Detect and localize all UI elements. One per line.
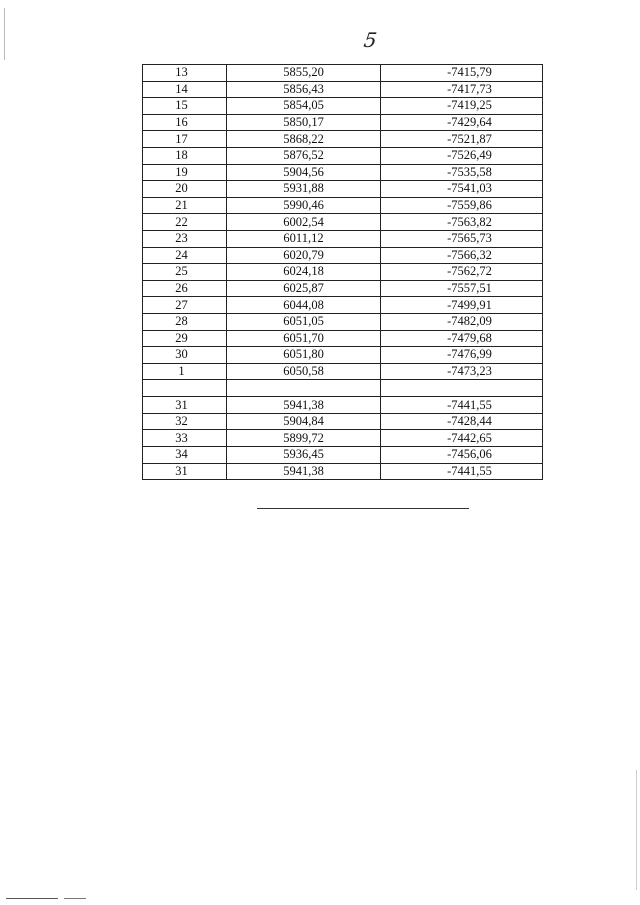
y-coordinate-cell: -7482,09 (381, 313, 543, 330)
point-number-cell: 23 (143, 230, 227, 247)
table-row (143, 380, 543, 397)
table-row (143, 98, 543, 115)
y-coordinate-cell: -7526,49 (381, 147, 543, 164)
point-number-cell: 15 (143, 98, 227, 115)
point-number-cell: 20 (143, 181, 227, 198)
x-coordinate-cell: 6051,05 (227, 313, 381, 330)
coordinates-table (142, 64, 543, 480)
x-coordinate-cell: 5936,45 (227, 447, 381, 464)
point-number-cell: 13 (143, 65, 227, 82)
x-coordinate-cell: 6051,70 (227, 330, 381, 347)
x-coordinate-cell: 5856,43 (227, 81, 381, 98)
table-row (143, 131, 543, 148)
x-coordinate-cell: 5941,38 (227, 463, 381, 480)
table-row (143, 181, 543, 198)
x-coordinate-cell: 5990,46 (227, 197, 381, 214)
table-row (143, 81, 543, 98)
point-number-cell: 22 (143, 214, 227, 231)
x-coordinate-cell: 5850,17 (227, 114, 381, 131)
x-coordinate-cell: 5941,38 (227, 397, 381, 414)
point-number-cell (143, 380, 227, 397)
x-coordinate-cell: 5899,72 (227, 430, 381, 447)
x-coordinate-cell: 5904,84 (227, 413, 381, 430)
x-coordinate-cell: 6020,79 (227, 247, 381, 264)
y-coordinate-cell: -7428,44 (381, 413, 543, 430)
point-number-cell: 26 (143, 280, 227, 297)
y-coordinate-cell: -7476,99 (381, 347, 543, 364)
x-coordinate-cell: 6024,18 (227, 264, 381, 281)
y-coordinate-cell: -7417,73 (381, 81, 543, 98)
point-number-cell: 29 (143, 330, 227, 347)
point-number-cell: 14 (143, 81, 227, 98)
point-number-cell: 17 (143, 131, 227, 148)
point-number-cell: 16 (143, 114, 227, 131)
y-coordinate-cell: -7429,64 (381, 114, 543, 131)
x-coordinate-cell: 5876,52 (227, 147, 381, 164)
table-row (143, 280, 543, 297)
point-number-cell: 28 (143, 313, 227, 330)
table-row (143, 197, 543, 214)
y-coordinate-cell: -7415,79 (381, 65, 543, 82)
table-row (143, 347, 543, 364)
x-coordinate-cell: 6025,87 (227, 280, 381, 297)
y-coordinate-cell: -7441,55 (381, 463, 543, 480)
table-row (143, 65, 543, 82)
point-number-cell: 27 (143, 297, 227, 314)
y-coordinate-cell: -7479,68 (381, 330, 543, 347)
table-row (143, 247, 543, 264)
table-row (143, 413, 543, 430)
coordinates-table-body (143, 65, 543, 480)
y-coordinate-cell: -7521,87 (381, 131, 543, 148)
y-coordinate-cell (381, 380, 543, 397)
x-coordinate-cell: 5931,88 (227, 181, 381, 198)
x-coordinate-cell: 6002,54 (227, 214, 381, 231)
table-row (143, 214, 543, 231)
table-row (143, 147, 543, 164)
point-number-cell: 1 (143, 363, 227, 380)
table-row (143, 463, 543, 480)
y-coordinate-cell: -7563,82 (381, 214, 543, 231)
table-row (143, 447, 543, 464)
point-number-cell: 25 (143, 264, 227, 281)
table-row (143, 397, 543, 414)
table-row (143, 297, 543, 314)
x-coordinate-cell: 6050,58 (227, 363, 381, 380)
page-number: 5 (362, 28, 379, 52)
table-row (143, 363, 543, 380)
point-number-cell: 31 (143, 397, 227, 414)
x-coordinate-cell: 6044,08 (227, 297, 381, 314)
table-row (143, 230, 543, 247)
point-number-cell: 24 (143, 247, 227, 264)
y-coordinate-cell: -7562,72 (381, 264, 543, 281)
y-coordinate-cell: -7557,51 (381, 280, 543, 297)
scan-mark (636, 770, 637, 890)
y-coordinate-cell: -7456,06 (381, 447, 543, 464)
scan-mark (64, 898, 86, 899)
point-number-cell: 19 (143, 164, 227, 181)
scan-mark (6, 898, 58, 899)
table-row (143, 330, 543, 347)
table-row (143, 264, 543, 281)
table-row (143, 164, 543, 181)
y-coordinate-cell: -7419,25 (381, 98, 543, 115)
x-coordinate-cell: 5904,56 (227, 164, 381, 181)
point-number-cell: 34 (143, 447, 227, 464)
x-coordinate-cell (227, 380, 381, 397)
scan-mark (4, 8, 5, 60)
point-number-cell: 18 (143, 147, 227, 164)
y-coordinate-cell: -7499,91 (381, 297, 543, 314)
point-number-cell: 31 (143, 463, 227, 480)
y-coordinate-cell: -7535,58 (381, 164, 543, 181)
end-of-table-rule (257, 508, 469, 509)
y-coordinate-cell: -7559,86 (381, 197, 543, 214)
point-number-cell: 21 (143, 197, 227, 214)
point-number-cell: 33 (143, 430, 227, 447)
y-coordinate-cell: -7442,65 (381, 430, 543, 447)
x-coordinate-cell: 5855,20 (227, 65, 381, 82)
x-coordinate-cell: 6011,12 (227, 230, 381, 247)
y-coordinate-cell: -7566,32 (381, 247, 543, 264)
x-coordinate-cell: 5854,05 (227, 98, 381, 115)
y-coordinate-cell: -7473,23 (381, 363, 543, 380)
table-row (143, 430, 543, 447)
table-row (143, 114, 543, 131)
y-coordinate-cell: -7565,73 (381, 230, 543, 247)
y-coordinate-cell: -7441,55 (381, 397, 543, 414)
point-number-cell: 32 (143, 413, 227, 430)
table-row (143, 313, 543, 330)
point-number-cell: 30 (143, 347, 227, 364)
x-coordinate-cell: 5868,22 (227, 131, 381, 148)
x-coordinate-cell: 6051,80 (227, 347, 381, 364)
y-coordinate-cell: -7541,03 (381, 181, 543, 198)
